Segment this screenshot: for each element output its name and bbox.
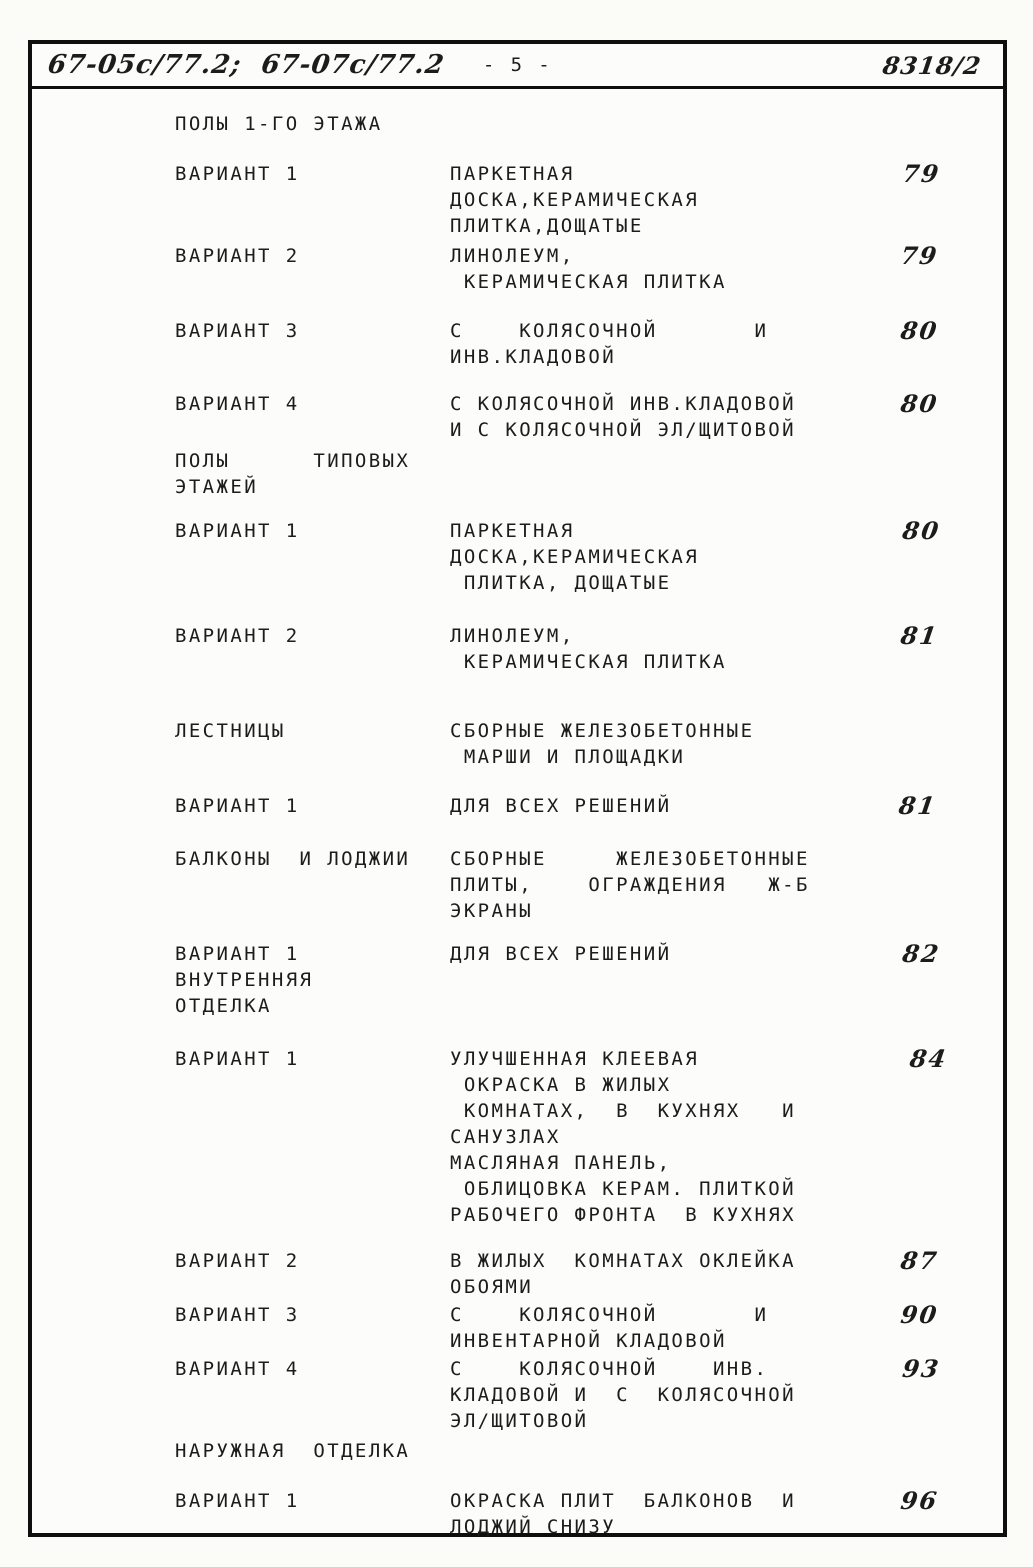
- row-label: ВАРИАНТ 1: [175, 1048, 300, 1070]
- row-page-number: 81: [897, 791, 939, 820]
- table-row: [175, 111, 1003, 137]
- table-row: [175, 1356, 1003, 1434]
- row-page-number: 82: [900, 939, 943, 968]
- row-description: С КОЛЯСОЧНОЙ И ИНВЕНТАРНОЙ КЛАДОВОЙ: [450, 1304, 769, 1352]
- row-page-number: 80: [898, 316, 941, 345]
- row-label: ВАРИАНТ 1: [175, 520, 300, 542]
- row-page-number: 79: [898, 241, 941, 270]
- row-page-number: 93: [900, 1354, 943, 1383]
- row-description: В ЖИЛЫХ КОМНАТАХ ОКЛЕЙКА ОБОЯМИ: [450, 1250, 796, 1298]
- table-row: [175, 243, 1003, 295]
- table-row: [175, 718, 1003, 770]
- row-description: СБОРНЫЕ ЖЕЛЕЗОБЕТОННЫЕ МАРШИ И ПЛОЩАДКИ: [450, 720, 755, 768]
- row-description: ЛИНОЛЕУМ, КЕРАМИЧЕСКАЯ ПЛИТКА: [450, 625, 727, 673]
- row-label: БАЛКОНЫ И ЛОДЖИИ: [175, 848, 411, 870]
- table-row: [175, 941, 1003, 1019]
- row-label: ВАРИАНТ 2: [175, 245, 300, 267]
- row-description: [450, 111, 895, 137]
- row-description: С КОЛЯСОЧНОЙ ИНВ.КЛАДОВОЙ И С КОЛЯСОЧНОЙ ЭЛ/ЩИТОВОЙ: [450, 393, 796, 441]
- row-label: ВАРИАНТ 4: [175, 1358, 300, 1380]
- row-label: ВАРИАНТ 1: [175, 795, 300, 817]
- row-page-number: 80: [898, 389, 941, 418]
- row-description: ОКРАСКА ПЛИТ БАЛКОНОВ И ЛОДЖИЙ СНИЗУ: [450, 1490, 796, 1538]
- row-page-number: 96: [898, 1486, 941, 1515]
- row-label: ПОЛЫ 1-ГО ЭТАЖА: [175, 113, 383, 135]
- row-page-number: [891, 718, 1006, 770]
- table-row: [175, 518, 1003, 596]
- row-label: ПОЛЫ ТИПОВЫХ ЭТАЖЕЙ: [175, 450, 411, 498]
- table-row: [175, 1438, 1003, 1464]
- row-label: ЛЕСТНИЦЫ: [175, 720, 286, 742]
- row-description: СБОРНЫЕ ЖЕЛЕЗОБЕТОННЫЕ ПЛИТЫ, ОГРАЖДЕНИЯ Ж-Б ЭКРАНЫ: [450, 848, 810, 922]
- entries-table: [32, 89, 1003, 1540]
- row-description: ЛИНОЛЕУМ, КЕРАМИЧЕСКАЯ ПЛИТКА: [450, 245, 727, 293]
- table-row: [175, 1248, 1003, 1300]
- row-description: ДЛЯ ВСЕХ РЕШЕНИЙ: [450, 943, 672, 965]
- row-description: ДЛЯ ВСЕХ РЕШЕНИЙ: [450, 795, 672, 817]
- row-label: ВАРИАНТ 1: [175, 1490, 300, 1512]
- row-description: ПАРКЕТНАЯ ДОСКА,КЕРАМИЧЕСКАЯ ПЛИТКА, ДОЩАТЫЕ: [450, 520, 700, 594]
- row-label: ВАРИАНТ 1: [175, 163, 300, 185]
- table-row: [175, 161, 1003, 239]
- page-frame: [28, 40, 1007, 1537]
- row-page-number: 79: [900, 159, 943, 188]
- row-description: С КОЛЯСОЧНОЙ И ИНВ.КЛАДОВОЙ: [450, 320, 769, 368]
- row-page-number: 80: [900, 516, 943, 545]
- row-label: ВАРИАНТ 3: [175, 320, 300, 342]
- row-page-number: [893, 1438, 1005, 1464]
- row-page-number: [893, 111, 1005, 137]
- table-row: [175, 391, 1003, 443]
- row-description: ПАРКЕТНАЯ ДОСКА,КЕРАМИЧЕСКАЯ ПЛИТКА,ДОЩАТЫЕ: [450, 163, 700, 237]
- doc-numbers-handwritten: 67-05с/77.2; 67-07с/77.2: [45, 50, 447, 80]
- table-row: [175, 318, 1003, 370]
- row-page-number: [891, 448, 1006, 500]
- sheet-code-handwritten: 8318/2: [880, 50, 984, 80]
- row-description: УЛУЧШЕННАЯ КЛЕЕВАЯ ОКРАСКА В ЖИЛЫХ КОМНАТАХ, В КУХНЯХ И САНУЗЛАХ МАСЛЯНАЯ ПАНЕЛЬ, ОБЛИЦОВКА КЕРАМ. ПЛИТКОЙ РАБОЧЕГО ФРОНТА В КУХНЯХ: [450, 1048, 796, 1226]
- row-description: [450, 448, 895, 500]
- row-page-number: 90: [898, 1300, 941, 1329]
- row-label: НАРУЖНАЯ ОТДЕЛКА: [175, 1440, 411, 1462]
- row-page-number: 84: [907, 1044, 950, 1073]
- row-page-number: 87: [898, 1246, 941, 1275]
- row-page-number: [890, 846, 1009, 924]
- row-label: ВАРИАНТ 4: [175, 393, 300, 415]
- row-label: ВАРИАНТ 2: [175, 1250, 300, 1272]
- table-row: [175, 623, 1003, 675]
- page-header: [32, 44, 1003, 89]
- table-row: [175, 1302, 1003, 1354]
- row-label: ВАРИАНТ 2: [175, 625, 300, 647]
- row-description: С КОЛЯСОЧНОЙ ИНВ. КЛАДОВОЙ И С КОЛЯСОЧНОЙ ЭЛ/ЩИТОВОЙ: [450, 1358, 796, 1432]
- row-label: ВАРИАНТ 1 ВНУТРЕННЯЯ ОТДЕЛКА: [175, 943, 314, 1017]
- table-row: [175, 1046, 1003, 1228]
- row-label: ВАРИАНТ 3: [175, 1304, 300, 1326]
- table-row: [175, 846, 1003, 924]
- row-page-number: 81: [898, 621, 941, 650]
- page-number-label: - 5 -: [482, 54, 553, 76]
- row-description: [450, 1438, 895, 1464]
- table-row: [175, 448, 1003, 500]
- table-row: [175, 793, 1003, 819]
- table-row: [175, 1488, 1003, 1540]
